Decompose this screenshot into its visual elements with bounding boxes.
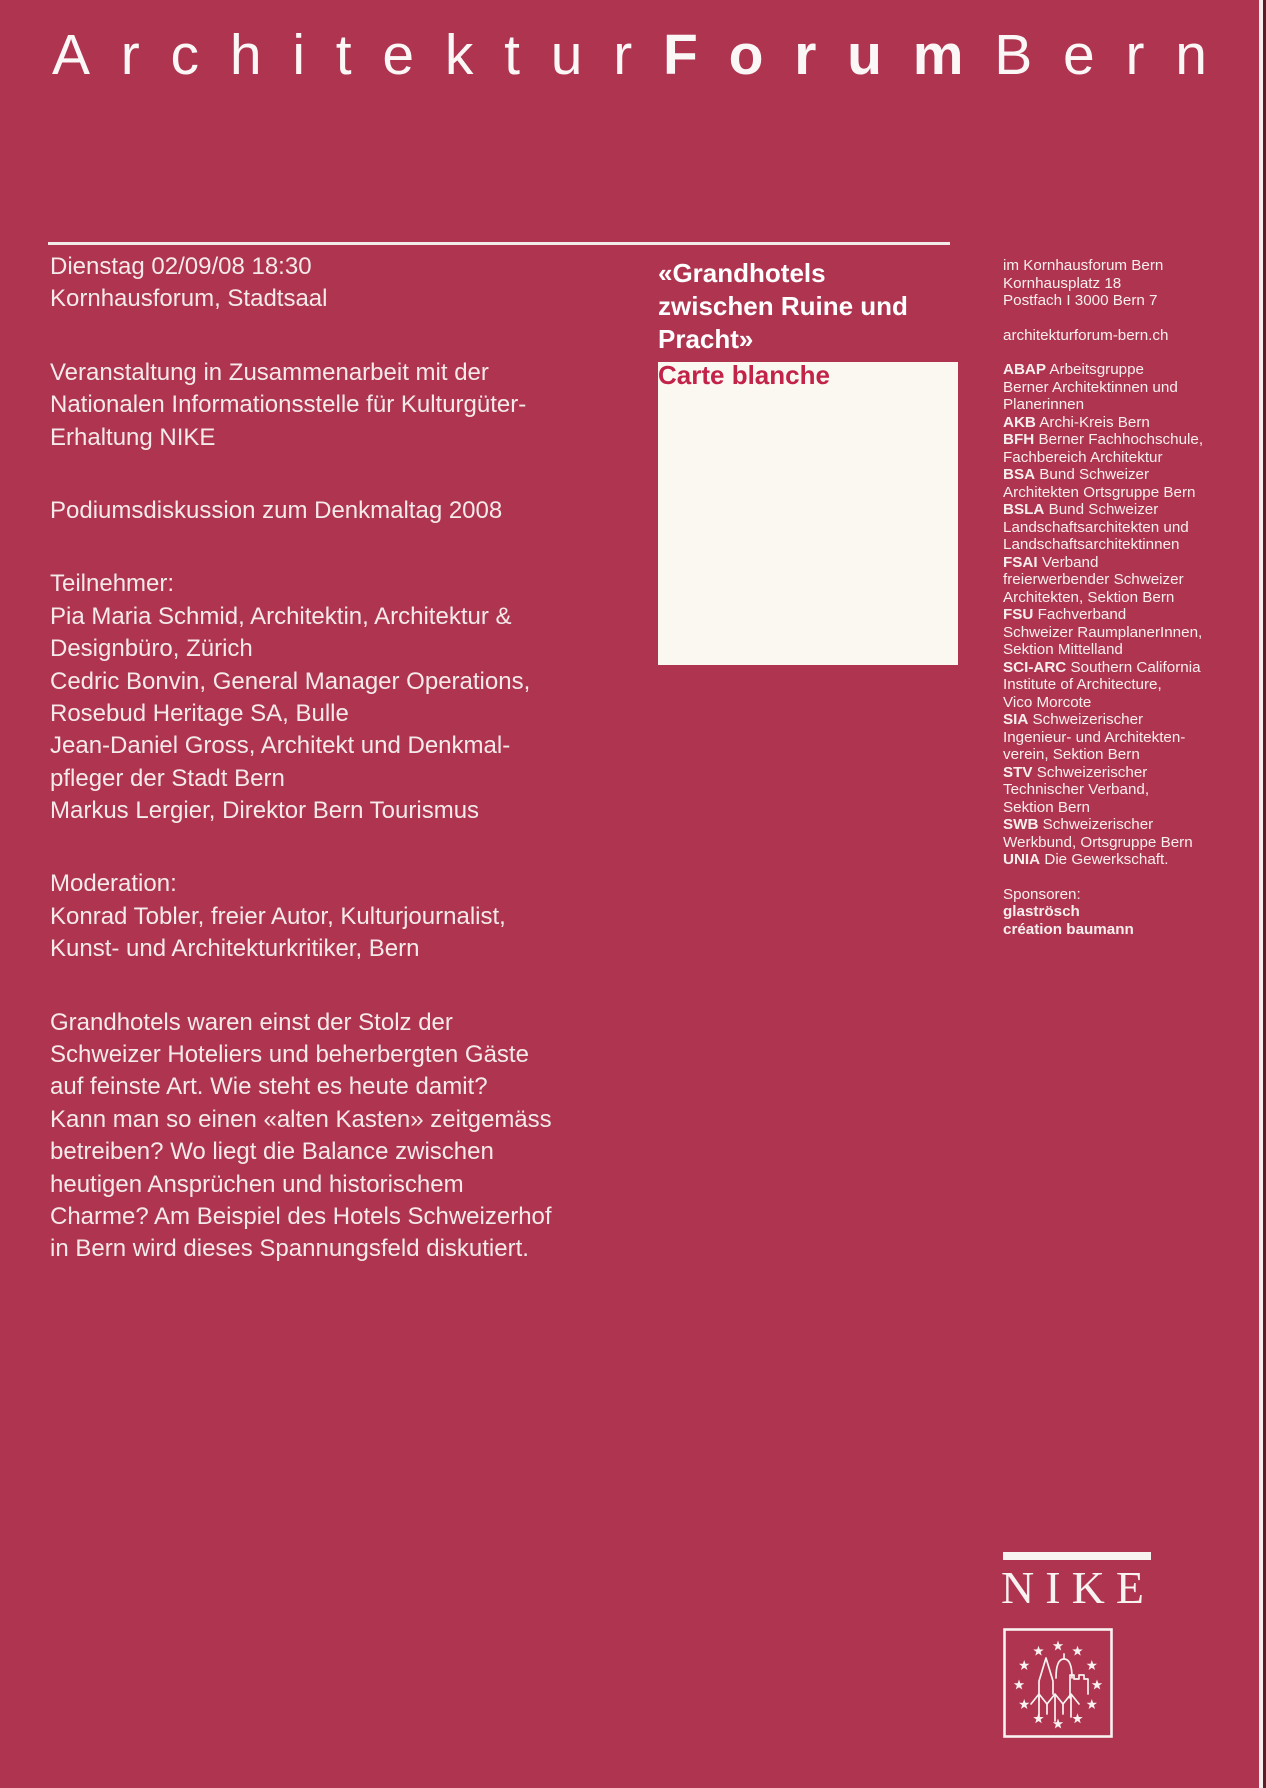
info-line-content: Bund Schweizer [1035, 466, 1150, 483]
info-line-content: glaströsch [1003, 903, 1080, 920]
org-abbr: AKB [1003, 413, 1036, 431]
info-line-content: Sektion Bern [1003, 798, 1090, 816]
info-line [1003, 466, 1233, 484]
contact-info-column [1003, 257, 1233, 938]
nike-wordmark: NIKE [1001, 1562, 1156, 1613]
info-line-content: Vico Morcote [1003, 693, 1092, 711]
info-line-content: Southern California [1066, 658, 1201, 676]
heading-line-content: Pracht» [658, 324, 754, 354]
info-line-content: Verband [1037, 553, 1099, 571]
info-line-content: Berner Fachhochschule, [1034, 431, 1204, 448]
info-line [1003, 292, 1233, 310]
text-line-content: betreiben? Wo liegt die Balance zwischen [50, 1138, 494, 1166]
info-line-content: Postfach I 3000 Bern 7 [1003, 292, 1158, 309]
info-line-content: Berner Architektinnen und [1003, 378, 1178, 396]
text-line-content: Kann man so einen «alten Kasten» zeitgemäss [50, 1105, 552, 1133]
info-line [1003, 589, 1233, 607]
text-line-content: Kunst- und Architekturkritiker, Bern [50, 935, 420, 963]
info-line-content: Schweizerischer [1028, 711, 1144, 728]
text-line-content: Veranstaltung in Zusammenarbeit mit der [50, 358, 489, 386]
text-line [50, 868, 650, 900]
star-circle [1014, 1641, 1102, 1729]
info-line-content: création baumann [1003, 920, 1134, 938]
text-line [50, 1136, 650, 1168]
info-line [1003, 536, 1233, 554]
text-line [50, 795, 650, 827]
info-line [1003, 746, 1233, 764]
info-line-content: Architekten Ortsgruppe Bern [1003, 483, 1196, 501]
text-line [50, 933, 650, 965]
info-line-content: Bund Schweizer [1044, 501, 1159, 518]
nike-emblem-icon [1003, 1628, 1113, 1738]
event-details-column [50, 251, 650, 1266]
text-line [50, 568, 650, 600]
info-line-content: Fachverband [1033, 606, 1127, 623]
info-line-content: architekturforum-bern.ch [1003, 326, 1169, 344]
masthead-architektur: Architektur [52, 23, 663, 87]
org-abbr: FSU [1003, 606, 1034, 623]
info-line-content: Schweizerischer [1032, 763, 1148, 781]
info-line [1003, 694, 1233, 712]
text-line [50, 1039, 650, 1071]
info-line [1003, 396, 1233, 414]
info-line [1003, 379, 1233, 397]
carte-blanche-box [658, 362, 958, 665]
info-line [1003, 764, 1233, 782]
heading-line [658, 323, 908, 356]
text-line [50, 698, 650, 730]
info-line-content: Landschaftsarchitektinnen [1003, 536, 1180, 553]
text-line-content: Teilnehmer: [50, 570, 175, 598]
info-line [1003, 851, 1233, 869]
heading-line [658, 290, 908, 323]
info-line [1003, 554, 1233, 572]
info-line-content: Werkbund, Ortsgruppe Bern [1003, 833, 1193, 851]
info-line-content: Fachbereich Architektur [1003, 448, 1163, 466]
text-line [50, 633, 650, 665]
info-line [1003, 431, 1233, 449]
org-abbr: UNIA [1003, 851, 1041, 868]
text-line [50, 730, 650, 762]
info-line [1003, 501, 1233, 519]
heading-line [658, 257, 908, 290]
info-line-content: Schweizerischer [1038, 816, 1154, 833]
info-line [1003, 414, 1233, 432]
text-line-content: Kornhausforum, Stadtsaal [50, 285, 328, 313]
text-line-content: Rosebud Heritage SA, Bulle [50, 699, 349, 727]
info-line-content: Technischer Verband, [1003, 781, 1150, 798]
info-line [1003, 327, 1233, 345]
text-line-content: Konrad Tobler, freier Autor, Kulturjournalist, [50, 902, 506, 930]
text-line-content: auf feinste Art. Wie steht es heute damit? [50, 1073, 488, 1101]
text-line-content: Pia Maria Schmid, Architektin, Architektur & [50, 602, 512, 630]
text-line-content: Podiumsdiskussion zum Denkmaltag 2008 [50, 496, 503, 524]
info-line [1003, 886, 1233, 904]
text-line-content: Designbüro, Zürich [50, 635, 253, 663]
text-line-content: pfleger der Stadt Bern [50, 764, 285, 792]
carte-blanche-label: Carte blanche [658, 360, 830, 390]
text-line [50, 283, 650, 315]
info-line [1003, 519, 1233, 537]
text-line-content: heutigen Ansprüchen und historischem [50, 1170, 464, 1198]
text-line-content: Dienstag 02/09/08 18:30 [50, 253, 312, 280]
info-line [1003, 903, 1233, 921]
header-rule [48, 242, 950, 245]
text-line-content: in Bern wird dieses Spannungsfeld diskutiert. [50, 1235, 529, 1263]
heading-line-content: «Grandhotels [658, 258, 826, 288]
info-line [1003, 449, 1233, 467]
info-line-content: verein, Sektion Bern [1003, 746, 1140, 763]
text-line [50, 495, 650, 527]
nike-rule [1003, 1552, 1151, 1560]
text-line [50, 1104, 650, 1136]
text-line [50, 601, 650, 633]
heritage-buildings-icon [1031, 1654, 1088, 1721]
info-line [1003, 711, 1233, 729]
text-line [50, 1169, 650, 1201]
org-abbr: BFH [1003, 431, 1035, 448]
info-line-content: Sponsoren: [1003, 885, 1081, 903]
info-line [1003, 799, 1233, 817]
text-line-content: Charme? Am Beispiel des Hotels Schweizerhof [50, 1202, 552, 1230]
info-line [1003, 816, 1233, 834]
text-line [50, 422, 650, 454]
org-abbr: SWB [1003, 816, 1039, 833]
info-line [1003, 641, 1233, 659]
text-line [50, 901, 650, 933]
info-line-content: Ingenieur- und Architekten- [1003, 728, 1186, 746]
text-line [50, 251, 650, 283]
org-abbr: SCI-ARC [1003, 658, 1067, 676]
masthead-bern: Bern [994, 23, 1238, 87]
text-line-content: Jean-Daniel Gross, Architekt und Denkmal- [50, 732, 511, 760]
info-line [1003, 257, 1233, 275]
text-line [50, 1233, 650, 1265]
info-line-content: Archi-Kreis Bern [1035, 413, 1150, 431]
event-title-heading [658, 257, 908, 356]
org-abbr: FSAI [1003, 553, 1038, 571]
org-abbr: ABAP [1003, 361, 1047, 378]
info-line [1003, 361, 1233, 379]
spire-icon [1039, 1658, 1053, 1700]
text-line [50, 357, 650, 389]
info-line-content: Institute of Architecture, [1003, 676, 1162, 693]
info-line [1003, 484, 1233, 502]
text-line [50, 1201, 650, 1233]
info-line [1003, 624, 1233, 642]
info-line [1003, 834, 1233, 852]
org-abbr: BSLA [1003, 501, 1045, 518]
text-line-content: Moderation: [50, 870, 177, 898]
info-line [1003, 781, 1233, 799]
org-abbr: STV [1003, 763, 1033, 781]
info-line [1003, 571, 1233, 589]
info-line-content: im Kornhausforum Bern [1003, 257, 1164, 274]
info-line [1003, 729, 1233, 747]
text-line-content: Markus Lergier, Direktor Bern Tourismus [50, 797, 480, 825]
info-line-content: Arbeitsgruppe [1046, 361, 1144, 378]
text-line [50, 763, 650, 795]
info-line-content: Schweizer RaumplanerInnen, [1003, 623, 1203, 641]
info-line-content: Architekten, Sektion Bern [1003, 588, 1175, 606]
info-line-content: Sektion Mittelland [1003, 641, 1123, 658]
text-line [50, 389, 650, 421]
info-line [1003, 659, 1233, 677]
text-line-content: Nationalen Informationsstelle für Kulturgüter- [50, 391, 527, 419]
text-line [50, 1071, 650, 1103]
info-line-content: Landschaftsarchitekten und [1003, 518, 1189, 536]
info-line [1003, 606, 1233, 624]
text-line [50, 1007, 650, 1039]
text-line-content: Cedric Bonvin, General Manager Operations, [50, 667, 531, 695]
heading-line-content: zwischen Ruine und [658, 291, 908, 321]
text-line-content: Schweizer Hoteliers und beherbergten Gäste [50, 1041, 529, 1069]
info-line [1003, 275, 1233, 293]
info-line [1003, 921, 1233, 939]
masthead-title [52, 24, 1238, 87]
text-line-content: Grandhotels waren einst der Stolz der [50, 1008, 453, 1036]
org-abbr: SIA [1003, 711, 1029, 728]
info-line-content: freierwerbender Schweizer [1003, 571, 1184, 588]
info-line-content: Planerinnen [1003, 396, 1085, 413]
text-line [50, 666, 650, 698]
masthead-forum: Forum [663, 23, 995, 87]
text-line-content: Erhaltung NIKE [50, 423, 216, 451]
info-line [1003, 676, 1233, 694]
org-abbr: BSA [1003, 466, 1036, 483]
info-line-content: Kornhausplatz 18 [1003, 274, 1122, 292]
info-line-content: Die Gewerkschaft. [1040, 851, 1169, 868]
